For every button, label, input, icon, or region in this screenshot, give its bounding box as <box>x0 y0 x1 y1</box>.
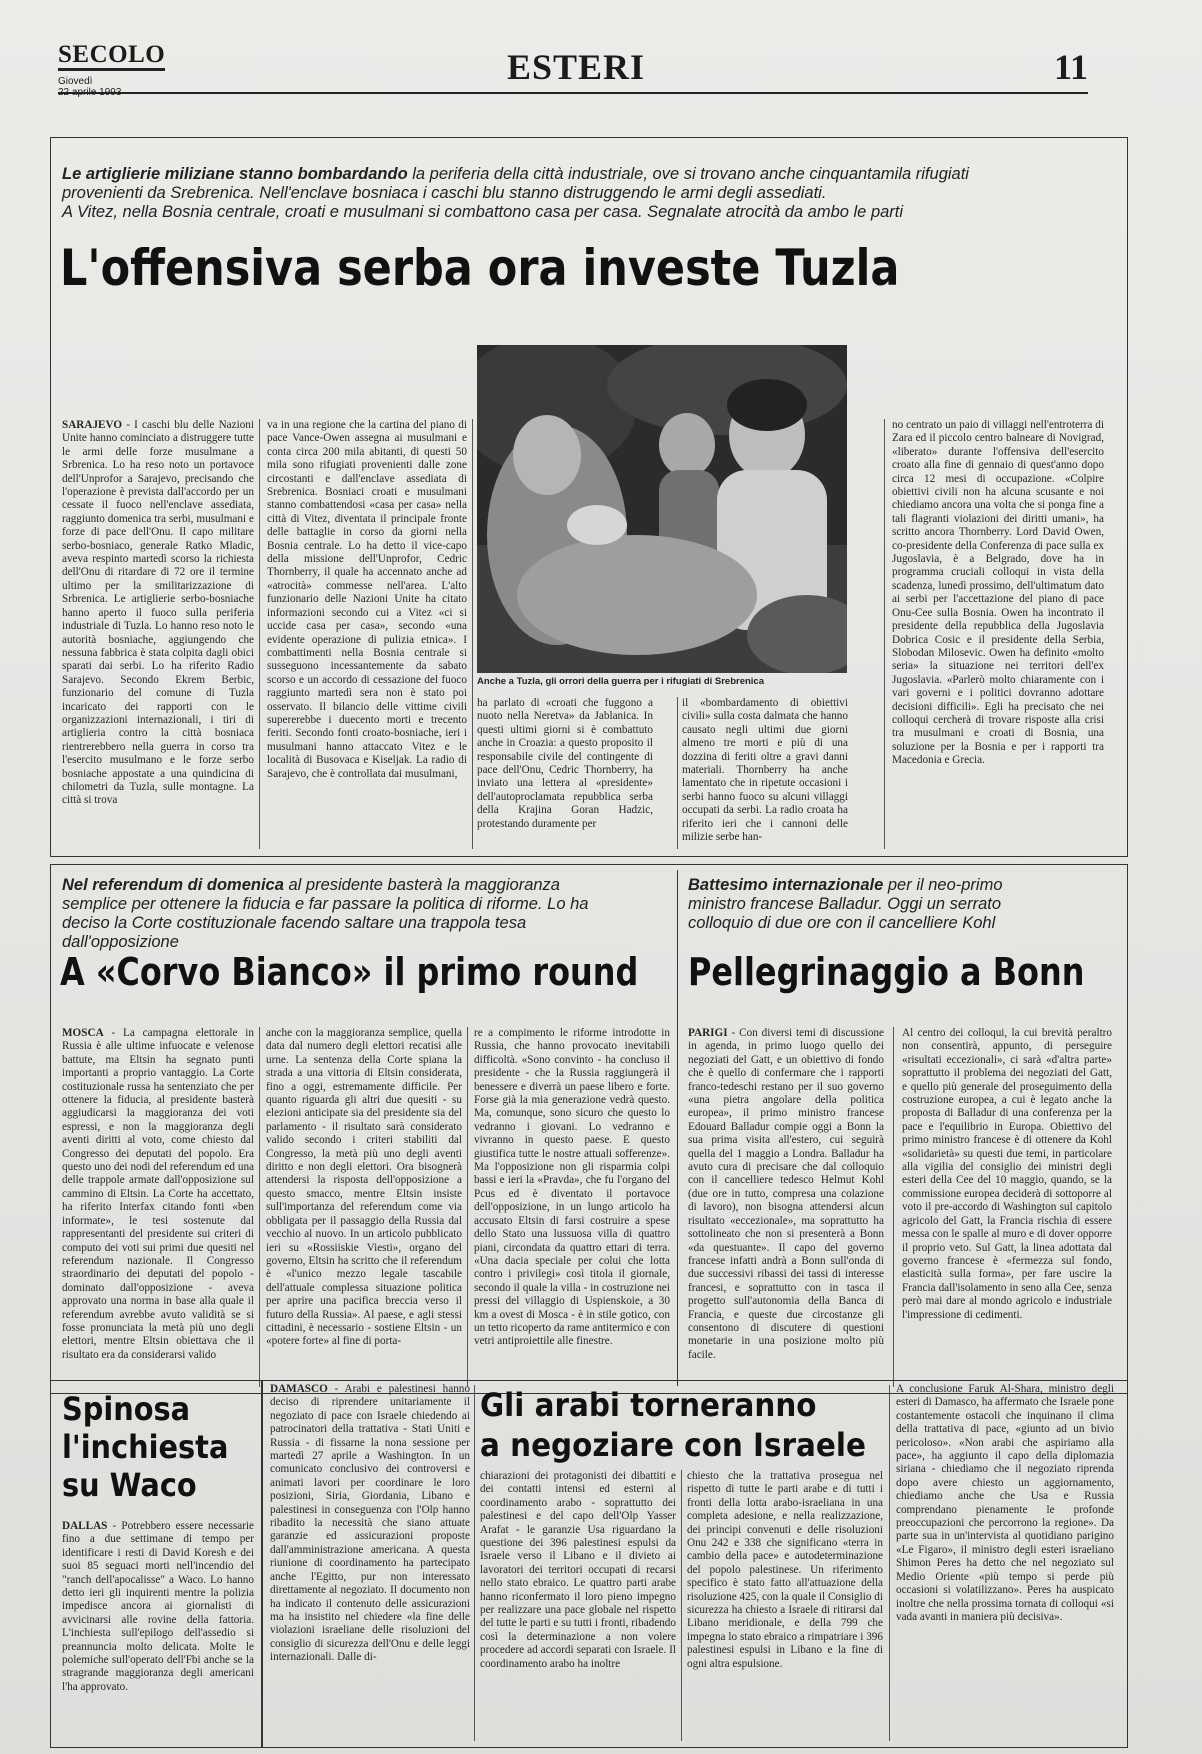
article-dateline: PARIGI <box>688 1027 728 1039</box>
headline-line: su Waco <box>62 1466 197 1504</box>
kicker-bold: Le artiglierie miliziane stanno bombardando <box>62 165 408 183</box>
article-text: A conclusione Faruk Al-Shara, ministro degli esteri di Damasco, ha affermato che Israele pone costantemente ostacoli che inquinano il clima della trattativa di pace, «giunto ad un bivio pericoloso». «Non arabi che aspiriamo alla pace», ha aggiunto il capo della diplomazia siriana - chiediamo che il negoziato riprenda dopo avere chiesto un aggiornamento, chiediamo anche che Usa e Russia comprendano pienamente le profonde preoccupazioni che percorrono la regione». Da parte sua in un'intervista al quotidiano parigino «Le Figaro», il ministro degli esteri israeliano Shimon Peres ha detto che nel negoziato sul Medio Oriente «più tempo si perde più occasioni si volatilizzano». Peres ha auspicato inoltre che nella prossima tornata di colloqui «si vada avanti in maniera più decisiva». <box>896 1383 1114 1623</box>
article-text: anche con la maggioranza semplice, quella data dal numero degli elettori recatisi alle urne. La sentenza della Corte spiana la strada a una vittoria di Eltsin considerata, fino a oggi, estremamente difficile. Per quanto riguarda gli altri due quesiti - su elezioni anticipate sia del presidente sia del parlamento - il risultato sarà considerato valido secondo i criteri stabiliti dal Congresso, la metà più uno degli aventi diritto e non degli elettori. Ora bisognerà attendersi la risposta dell'opposizione a questo smacco, mentre Eltsin insiste sull'importanza del referendum come via obbligata per il passaggio della Russia dal vecchio al nuovo. In un articolo pubblicato ieri su «Rossiiskie Viesti», organo del governo, Eltsin ha scritto che il referendum è «l'unico mezzo legale tascabile dell'attuale complessa situazione politica per aprire una pacifica breccia verso il futuro della Russia». Al paese, e agli stessi cittadini, è necessario - sostiene Eltsin - un «potere forte» al fine di porta- <box>266 1027 462 1348</box>
kicker-bold: Nel referendum di domenica <box>62 876 284 894</box>
article-text: Al centro dei colloqui, la cui brevità peraltro non consentirà, appunto, di perseguire «risultati eccezionali», ci sarà «d'altra parte» soprattutto il problema dei negoziati del Gatt, e quello più generale del proseguimento della costruzione europea, a cui è legato anche la proposta di Balladur di una conferenza per la pace e l'equilibrio in Europa. Obiettivo del primo ministro francese è di ottenere da Kohl «solidarietà» su questi due temi, in particolare alla vigilia del consiglio dei ministri degli esteri della Cee del 10 maggio, quando, se la commissione europea deciderà di sottoporre al voto il pre-accordo di Washington sul capitolo agricolo del Gatt, la Francia rischia di essere messa con le spalle al muro e di dover opporre il proprio veto. Sul Gatt, la linea adottata dal governo francese è «fermezza sul fondo, elasticità sulla forma», per fare uscire la Francia dall'isolamento in seno alla Cee, senza però mai dare al mondo agricolo e industriale l'impressione di cedimenti. <box>902 1027 1112 1321</box>
article-headline <box>62 1390 228 1504</box>
article-dateline: DAMASCO <box>270 1383 328 1395</box>
column-rule <box>472 419 473 849</box>
article-column <box>687 1470 883 1741</box>
article-text: - I caschi blu delle Nazioni Unite hanno cominciato a distruggere tutte le armi delle forze musulmane a Srbrenica. Lo ha reso noto un portavoce dell'Unprofor a Sarajevo, precisando che l'operazione è prevista dall'accordo per un cessate il fuoco nell'enclave assediata, raggiunto domenica tra serbi, musulmani e forze di pace dell'Onu. Il capo militare serbo-bosniaco, generale Ratko Mladic, aveva respinto martedì scorso la richiesta dell'Onu di ritardare di 72 ore il termine ultimo per la smilitarizzazione di Srbrenica. Le artiglierie serbo-bosniache hanno aperto il fuoco sulla periferia industriale di Tuzla. Lo hanno reso noto le autorità bosniache, aggiungendo che nessuna fabbrica è stata colpita dagli obici sparati dai serbi. Lo ha riferito Radio Sarajevo. Secondo Ekrem Berbic, funzionario del comune di Tuzla incaricato dei rapporti con le organizzazioni internazionali, i tiri di artiglieria contro la città bosniaca rientrerebbero nella guerra in corso tra l'esercito musulmano e le forze serbo bosniache appostate a una quindicina di chilometri da Tuzla, sulle montagne. La città si trova <box>62 419 254 807</box>
article-text: - Potrebbero essere necessarie fino a due settimane di tempo per identificare i resti di David Koresh e dei suoi 85 seguaci morti nell'incendio del "ranch dell'apocalisse" a Waco. Lo hanno detto ieri gli inquirenti mentre la polizia impedisce ancora ai giornalisti di avvicinarsi alle rovine della fattoria. L'inchiesta sull'epilogo dell'assedio si preannuncia molto delicata. Molte le polemiche sull'operato dell'Fbi anche se la stragrande maggioranza degli americani l'ha approvato. <box>62 1520 254 1693</box>
column-rule <box>893 1027 894 1387</box>
issue-day: Giovedì <box>58 76 93 87</box>
section-title: ESTERI <box>507 47 646 87</box>
article-divider <box>677 870 678 1386</box>
column-rule <box>889 1385 890 1741</box>
article-dateline: MOSCA <box>62 1027 104 1039</box>
article-headline: Pellegrinaggio a Bonn <box>688 950 1085 994</box>
kicker-text: al presidente basterà la maggioranza semplice per ottenere la fiducia e far passare la politica di riforme. Lo ha deciso la Corte costituzionale facendo saltare una trappola tesa dall'opposizione <box>62 876 589 951</box>
masthead-rule <box>58 92 1088 94</box>
headline-line: Gli arabi torneranno <box>480 1386 817 1424</box>
article-dateline: DALLAS <box>62 1520 108 1532</box>
article-column <box>266 1027 462 1387</box>
masthead <box>58 30 1088 100</box>
newspaper-logo: SECOLO <box>58 42 165 71</box>
article-text: re a compimento le riforme introdotte in Russia, che hanno provocato inevitabili difficoltà. «Sono convinto - ha concluso il presidente - che la Russia raggiungerà il benessere e diverrà un paese libero e forte. Forse già la mia generazione vedrà questo. Ma, comunque, sono sicuro che questo lo vedranno i giovani. Lo vedranno e vivranno in questo paese. E questo giustifica tutte le nostre attuali sofferenze». Ma l'opposizione non gli risparmia colpi bassi e ieri la «Pravda», che fu l'organo del Pcus ed è diventato il portavoce dell'opposizione, in un lungo articolo ha accusato Eltsin di farsi costruire a spese dello Stato una lussuosa villa di quattro piani, circondata da quattro ettari di terra. «Una dacia speciale per colui che lotta contro i privilegi» così titola il giornale, secondo il quale la villa - in costruzione nei pressi del villaggio di Uspienskoie, a 30 km a ovest di Mosca - è in stile gotico, con un tetto ricoperto da rame antitermico e con vetri antiproiettile alle finestre. <box>474 1027 670 1348</box>
article-column <box>270 1383 470 1741</box>
article-headline: A «Corvo Bianco» il primo round <box>60 950 639 994</box>
column-rule <box>259 1027 260 1387</box>
article-column <box>480 1470 676 1741</box>
article-column <box>477 697 653 849</box>
column-rule <box>884 419 885 849</box>
photo-caption: Anche a Tuzla, gli orrori della guerra per i rifugiati di Srebrenica <box>477 676 765 687</box>
article-kicker <box>688 876 1048 933</box>
article-column <box>688 1027 884 1387</box>
article-column <box>267 419 467 849</box>
article-kicker <box>62 165 1052 222</box>
article-headline: L'offensiva serba ora investe Tuzla <box>60 239 900 297</box>
article-column <box>474 1027 670 1387</box>
kicker-text: per il neo-primo ministro francese Balladur. Oggi un serrato colloquio di due ore con il cancelliere Kohl <box>688 876 1003 932</box>
headline-line: Spinosa <box>62 1390 191 1428</box>
column-rule <box>681 1470 682 1741</box>
article-text: va in una regione che la cartina del piano di pace Vance-Owen assegna ai musulmani e conta circa 200 mila abitanti, di questi 50 mila sono rifugiati provenienti dalle zone circostanti e dall'enclave assediata di Srebrenica. Bosniaci croati e musulmani stanno combattendosi «casa per casa» nella città di Vitez, diventata il principale fronte delle battaglie in corso da giorni nella Bosnia centrale. Lo ha detto il vice-capo della missione dell'Unprofor, Cedric Thornberry, il quale ha accennato anche ad «atrocità» commesse nell'area. L'alto funzionario delle Nazioni Unite ha citato informazioni secondo cui a Vitez «ci si uccide casa per casa», secondo «una evidente operazione di pulizia etnica». I combattimenti nella Bosnia centrale si susseguono incessantemente da sabato scorso e un accordo di cessazione del fuoco raggiunto martedì sera non è stato poi osservato. Il bilancio delle vittime civili supererebbe i duecento morti e trecento feriti. Secondo fonti croato-bosniache, ieri i musulmani hanno attaccato Vitez e le località di Busovaca e Kiseljak. La radio di Sarajevo, che è controllata dai musulmani, <box>267 419 467 780</box>
news-photo <box>477 345 847 673</box>
column-rule <box>677 697 678 849</box>
article-text: - Arabi e palestinesi hanno deciso di riprendere unitariamente il negoziato di pace con Israele chiedendo ai patrocinatori della trattativa - Stati Uniti e Russia - di fissarne la nona sessione per martedì 27 aprile a Washington. In un comunicato conclusivo dei controversi e animati lavori per coordinare le loro posizioni, Siria, Giordania, Libano e palestinesi in conseguenza con l'Olp hanno ribadito la necessità che siano attuate garanzie ed assicurazioni proposte dall'amministrazione americana. A questa riunione di coordinamento ha partecipato anche l'Egitto, pur non interessato direttamente al negoziato. Il documento non ha indicato il contenuto delle assicurazioni ma ha insistito nel chiedere «la fine delle violazioni israeliane delle risoluzioni del consiglio di sicurezza dell'Onu e delle leggi internazionali. Dalle di- <box>270 1383 470 1664</box>
article-headline <box>480 1385 866 1465</box>
article-column <box>682 697 848 849</box>
article-text: chiarazioni dei protagonisti dei dibattiti e dei contatti intensi ed esterni al coordinamento arabo - soprattutto dei palestinesi e del capo dell'Olp Yasser Arafat - le garanzie Usa riguardano la questione dei 396 palestinesi espulsi da Israele verso il Libano e il divieto ai lavoratori dei territori occupati di recarsi nello stato ebraico. Le quattro parti arabe hanno riconfermato il loro pieno impegno per realizzare una pace globale nel rispetto del tutte le parti e su tutti i fronti, ribadendo così la determinazione a non volere procedere ad accordi separati con Israele. Il coordinamento arabo ha inoltre <box>480 1470 676 1670</box>
article-column <box>62 1027 254 1387</box>
article-column <box>896 1383 1114 1741</box>
refugees-photo-illustration <box>477 345 847 673</box>
column-rule <box>474 1385 475 1741</box>
article-column <box>902 1027 1112 1387</box>
article-text: il «bombardamento di obiettivi civili» sulla costa dalmata che hanno causato negli ultimi due giorni almeno tre morti e più di una dozzina di feriti oltre a gravi danni materiali. Thornberry ha anche lamentato che in ripetute occasioni i serbi hanno fuoco su alcuni villaggi occupati da serbi. La radio croata ha riferito ieri che i cannoni delle milizie serbe han- <box>682 697 848 844</box>
article-kicker <box>62 876 602 952</box>
article-text: no centrato un paio di villaggi nell'entroterra di Zara ed il piccolo centro balneare di Novigrad, «liberato» durante l'offensiva dell'esercito croato alla fine di gennaio di quest'anno dopo circa 12 mesi di occupazione. «Colpire obiettivi civili non ha alcuna scusante e noi chiediamo ancora una volta che si ponga fine a tali flagranti violazioni dei diritti umani», ha scritto ancora Thornberry. Lord David Owen, co-presidente della Conferenza di pace sulla ex Jugoslavia, è a Belgrado, dove ha in programma cruciali colloqui in vista della scadenza, lunedì prossimo, dell'ultimatum dato ai serbi per l'accettazione del piano di pace Onu-Cee sulla Bosnia. Owen ha incontrato il presidente della repubblica della Jugoslavia Dobrica Cosic e il presidente della Serbia, Slobodan Milosevic. Owen ha definito «molto seria» la situazione nei territori dell'ex Jugoslavia. «Parlerò molto chiaramente con i vari governi e i politici dovranno adottare decisioni difficili». Egli ha precisato che nei colloqui cercherà di trovare risposte alla crisi tra musulmani e croati di Bosnia, una soluzione per la Bosnia e per i rapporti tra Macedonia e Grecia. <box>892 419 1104 767</box>
kicker-bold: Battesimo internazionale <box>688 876 884 894</box>
article-column <box>62 1520 254 1740</box>
headline-line: l'inchiesta <box>62 1428 229 1466</box>
article-column <box>62 419 254 849</box>
issue-date <box>58 76 121 98</box>
kicker-text: la periferia della città industriale, ove si trovano anche cinquantamila rifugiati provenienti da Srebrenica. Nell'enclave bosniaca i caschi blu stanno distruggendo le armi degli assediati. <box>62 165 969 202</box>
article-dateline: SARAJEVO <box>62 419 123 431</box>
page-number: 11 <box>1053 47 1088 87</box>
article-column <box>892 419 1104 849</box>
headline-line: a negoziare con Israele <box>480 1426 866 1464</box>
column-rule <box>467 1027 468 1387</box>
article-text: - Con diversi temi di discussione in agenda, in primo luogo quello dei negoziati del Gatt, e un obiettivo di fondo che è quello di confermare che i rapporti franco-tedeschi restano per il suo governo «una pietra angolare della politica europea», il primo ministro francese Edouard Balladur compie oggi a Bonn la sua prima visita all'estero, cui seguirà quella del 1 maggio a Londra. Balladur ha avuto cura di precisare che dal colloquio con il cancelliere tedesco Helmut Kohl (due ore in tutto, compresa una colazione di lavoro), non bisogna attendersi alcun risultato «eccezionale», ma soprattutto ha sottolineato che non si presenterà a Bonn «da questuante». Il capo del governo francese infatti andrà a Bonn sull'onda di due successivi ribassi dei tassi di interesse francesi, e soprattutto con in tasca il progetto sull'autonomia della Banca di Francia, e queste due circostanze gli consentono di discutere di questioni monetarie in una posizione molto più facile. <box>688 1027 884 1361</box>
article-text: - La campagna elettorale in Russia è alle ultime infuocate e velenose battute, ma Eltsin ha segnato punti importanti a proprio vantaggio. La Corte costituzionale russa ha sentenziato che per ottenere la fiducia, al presidente basterà aggiudicarsi la maggioranza dei voti espressi, e non la maggioranza degli aventi diritti al voto, come chiesto dal Congresso dei deputati del popolo. Era questo uno dei nodi del referendum ed una delle trappole armate dall'opposizione sul cammino di Eltsin. La Corte ha accettato, ha riferito Interfax citando fonti «ben informate», le tesi sostenute dal rappresentanti del presidente sui criteri di computo dei voti sui primi due quesiti nel referendum nazionale. Il Congresso straordinario dei deputati del popolo - dominato dall'opposizione - aveva approvato una norma in base alla quale il referendum avrebbe avuto validità se si fosse pronunciata la metà più uno degli elettori, mentre Eltsin obiettava che il risultato era da considerarsi valido <box>62 1027 254 1361</box>
article-text: ha parlato di «croati che fuggono a nuoto nella Neretva» da Jablanica. In questi ultimi giorni si è combattuto anche in Croazia: a questo proposito il responsabile civile del contingente di pace dell'Onu, Cedric Thornberry, ha inviato una lettera al «presidente» dell'autoproclamata repubblica serba della Krajina Goran Hadzic, protestando duramente per <box>477 697 653 830</box>
article-text: chiesto che la trattativa prosegua nel rispetto di tutte le parti arabe e di tutti i fronti della lotta arabo-israeliana in una completa adesione, e nella realizzazione, dei principi convenuti e delle risoluzioni Onu 242 e 338 che significano «terra in cambio della pace» e autodeterminazione del popolo palestinese. Un riferimento specifico è stato fatto all'attuazione della risoluzione 425, con la quale il Consiglio di sicurezza ha chiesto a Israele di ritirarsi dal Libano meridionale, e della 799 che impegna lo stato ebraico a rimpatriare i 396 palestinesi espulsi in Libano e la fine di ogni altra espulsione. <box>687 1470 883 1670</box>
kicker-text-2: A Vitez, nella Bosnia centrale, croati e musulmani si combattono casa per casa. Segnalate atrocità da ambo le parti <box>62 203 904 221</box>
column-rule <box>259 419 260 849</box>
